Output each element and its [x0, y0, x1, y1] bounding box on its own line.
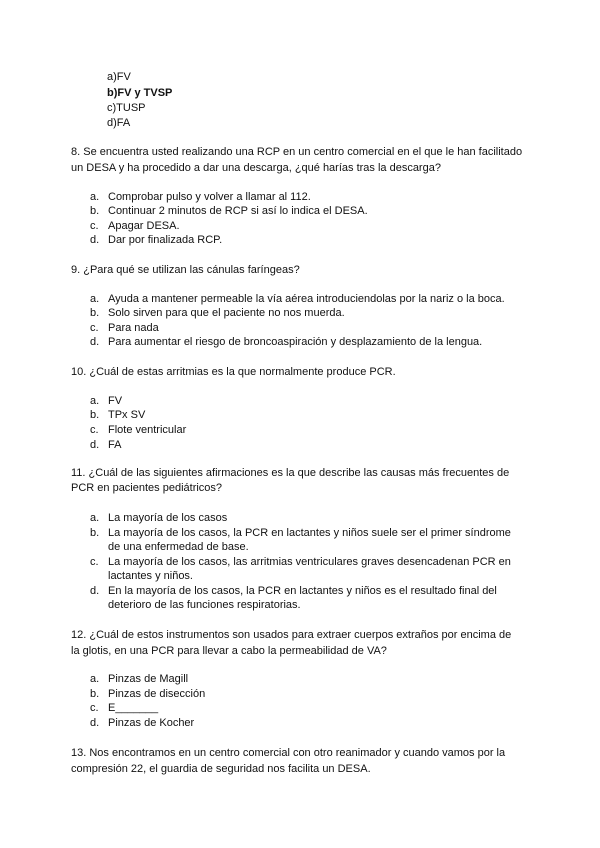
q9-option-a-text: Ayuda a mantener permeable la vía aérea introduciendolas por la nariz o la boca. — [108, 293, 505, 305]
q10-option-c-text: Flote ventricular — [108, 424, 187, 436]
question-12-line-2: la glotis, en una PCR para llevar a cabo la permeabilidad de VA? — [71, 645, 387, 657]
question-13-line-2: compresión 22, el guardia de seguridad nos facilita un DESA. — [71, 763, 371, 775]
q11-option-a-label: a. — [90, 512, 100, 524]
q9-option-d-text: Para aumentar el riesgo de broncoaspiración y desplazamiento de la lengua. — [108, 336, 483, 348]
q11-option-b-text-1: La mayoría de los casos, la PCR en lactantes y niños suele ser el primer síndrome — [108, 527, 511, 539]
q10-option-c-label: c. — [90, 424, 99, 436]
q12-option-d-label: d. — [90, 717, 100, 729]
q12-option-a-text: Pinzas de Magill — [108, 673, 189, 685]
q8-option-b-text: Continuar 2 minutos de RCP si así lo indica el DESA. — [108, 205, 368, 217]
prev-option-d: d)FA — [107, 117, 131, 129]
q12-option-a-label: a. — [90, 673, 100, 685]
q8-option-c-label: c. — [90, 220, 99, 232]
q8-option-d-text: Dar por finalizada RCP. — [108, 234, 223, 246]
q11-option-d-label: d. — [90, 585, 100, 597]
question-10-line-1: 10. ¿Cuál de estas arritmias es la que normalmente produce PCR. — [71, 366, 396, 378]
q8-option-d-label: d. — [90, 234, 100, 246]
question-8-line-2: un DESA y ha procedido a dar una descarga, ¿qué harías tras la descarga? — [71, 162, 441, 174]
question-12-line-1: 12. ¿Cuál de estos instrumentos son usados para extraer cuerpos extraños por encima de — [71, 629, 512, 641]
q11-option-c-text-2: lactantes y niños. — [108, 570, 193, 582]
q9-option-c-label: c. — [90, 322, 99, 334]
prev-option-c: c)TUSP — [107, 102, 146, 114]
q11-option-d-text-1: En la mayoría de los casos, la PCR en lactantes y niños es el resultado final del — [108, 585, 497, 597]
q8-option-b-label: b. — [90, 205, 100, 217]
prev-option-a: a)FV — [107, 71, 131, 83]
q10-option-a-text: FV — [108, 395, 123, 407]
q10-option-b-label: b. — [90, 409, 100, 421]
q9-option-b-text: Solo sirven para que el paciente no nos muerda. — [108, 307, 345, 319]
q11-option-b-label: b. — [90, 527, 100, 539]
question-13-line-1: 13. Nos encontramos en un centro comercial con otro reanimador y cuando vamos por la — [71, 747, 506, 759]
question-11-line-1: 11. ¿Cuál de las siguientes afirmaciones es la que describe las causas más frecuentes de — [71, 467, 510, 479]
q11-option-c-text-1: La mayoría de los casos, las arritmias ventriculares graves desencadenan PCR en — [108, 556, 511, 568]
question-9-line-1: 9. ¿Para qué se utilizan las cánulas faríngeas? — [71, 264, 300, 276]
q12-option-b-text: Pinzas de disección — [108, 688, 206, 700]
q11-option-a-text: La mayoría de los casos — [108, 512, 228, 524]
q8-option-a-text: Comprobar pulso y volver a llamar al 112. — [108, 191, 311, 203]
q10-option-d-text: FA — [108, 439, 122, 451]
q11-option-b-text-2: de una enfermedad de base. — [108, 541, 249, 553]
question-11-line-2: PCR en pacientes pediátricos? — [71, 482, 223, 494]
q9-option-c-text: Para nada — [108, 322, 159, 334]
q9-option-b-label: b. — [90, 307, 100, 319]
q8-option-c-text: Apagar DESA. — [108, 220, 180, 232]
q10-option-b-text: TPx SV — [108, 409, 146, 421]
q12-option-c-text: E_______ — [108, 702, 159, 714]
q10-option-a-label: a. — [90, 395, 100, 407]
q12-option-c-label: c. — [90, 702, 99, 714]
q11-option-c-label: c. — [90, 556, 99, 568]
q8-option-a-label: a. — [90, 191, 100, 203]
prev-option-b: b)FV y TVSP — [107, 87, 173, 99]
q11-option-d-text-2: deterioro de las funciones respiratorias. — [108, 599, 301, 611]
q9-option-a-label: a. — [90, 293, 100, 305]
question-8-line-1: 8. Se encuentra usted realizando una RCP en un centro comercial en el que le han facilitado — [71, 146, 523, 158]
q9-option-d-label: d. — [90, 336, 100, 348]
q10-option-d-label: d. — [90, 439, 100, 451]
q12-option-b-label: b. — [90, 688, 100, 700]
q12-option-d-text: Pinzas de Kocher — [108, 717, 195, 729]
